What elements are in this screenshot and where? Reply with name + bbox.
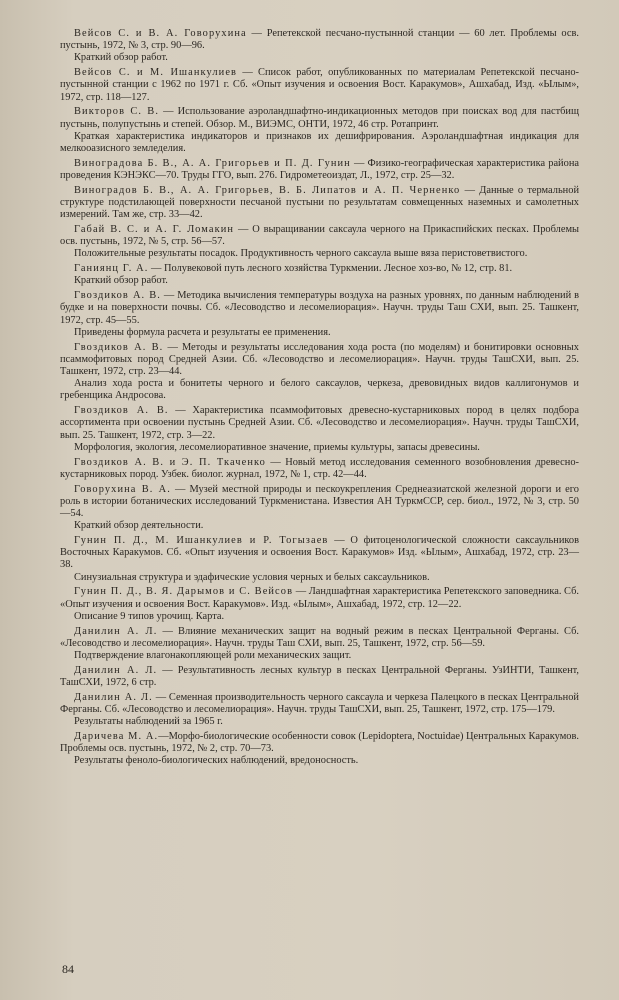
bibliography-entry: [60, 263, 579, 287]
entry-author: Викторов С. В.: [74, 106, 160, 118]
entry-text: — Методика вычисления температуры воздуха на разных уровнях, по данным наблюдений в будке и на поверхности почвы. Сб. «Лесоводство и лесомелиорация». Научн. труды Таш СХИ, вып. 25. Ташкент, 1972, стр. 45—55.: [60, 290, 579, 326]
entry-citation: [60, 263, 579, 275]
entry-author: Данилин А. Л.: [74, 625, 158, 637]
entry-author: Ганиянц Г. А.: [74, 263, 149, 275]
entry-annotation: Результаты наблюдений за 1965 г.: [74, 716, 223, 728]
entry-text: — Семенная производительность черного саксаула и черкеза Палецкого в песках Центральной Ферганы. Сб. «Лесоводство и лесомелиорация». Научн. труды ТашСХИ, вып. 25, Ташкент, 1972, стр. 175—179.: [60, 691, 579, 716]
entry-text: — Физико-географическая характеристика района проведения КЭНЭКС—70. Труды ГГО, вып. 276. Гидрометеоиздат, Л., 1972, стр. 25—32.: [60, 157, 579, 182]
entry-author: Вейсов С. и М. Ишанкулиев: [74, 67, 238, 79]
entry-author: Виноградов Б. В., А. А. Григорьев, В. Б. Липатов и А. П. Черненко: [74, 184, 461, 196]
entry-text: —Морфо-биологические особенности совок (Lepidoptera, Noctuidae) Центральных Каракумов. Проблемы осв. пустынь, 1972, № 2, стр. 70—73.: [60, 731, 580, 755]
entry-citation: [60, 405, 579, 442]
bibliography-entry: [60, 67, 579, 104]
entry-citation: [60, 185, 579, 222]
entry-author: Данилин А. Л.: [74, 664, 158, 676]
bibliography-list: [60, 28, 579, 768]
entry-author: Говорухина В. А.: [74, 483, 171, 495]
entry-annotation: Анализ хода роста и бонитеты черного и белого саксаулов, черкеза, древовидных видов каллигонумов и гребенщика Андросова.: [60, 378, 579, 402]
entry-text: — Использование аэроландшафтно-индикационных методов при поисках вод для пастбищ пустынь, полупустынь и степей. Обзор. М., ВИЭМС, ОНТИ, 1972, 46 стр. Ротапринт.: [60, 106, 579, 130]
bibliography-entry: [60, 158, 579, 182]
entry-text: — Новый метод исследования семенного возобновления древесно-кустарниковых пород. Узбек. биолог. журнал, 1972, № 1, стр. 42—44.: [60, 456, 579, 480]
entry-text: — Список работ, опубликованных по материалам Репетекской песчано-пустынной станции с 1962 по 1971 г. Сб. «Опыт изучения и освоения Вост. Каракумов», Ашхабад, Изд. «Ылым», 1972, стр. 118—127.: [60, 67, 579, 103]
entry-citation: [60, 158, 579, 182]
entry-citation: [60, 692, 579, 716]
bibliography-entry: [60, 457, 579, 481]
entry-annotation: Синузиальная структура и эдафические условия черных и белых саксаульников.: [74, 571, 430, 583]
bibliography-entry: [60, 484, 579, 533]
bibliography-entry: [60, 185, 579, 222]
entry-author: Вейсов С. и В. А. Говорухина: [74, 28, 247, 39]
entry-text: — Музей местной природы и пескоукрепления Среднеазиатской железной дороги и его роль в истории ботанических исследований Туркменистана. Известия АН ТуркмССР, сер. биол., 1972, № 3, стр. 50—54.: [60, 483, 579, 520]
entry-text: — О выращивании саксаула черного на Прикаспийских песках. Проблемы осв. пустынь, 1972, № 5, стр. 56—57.: [60, 224, 579, 248]
bibliography-entry: [60, 692, 579, 729]
entry-text: — Влияние механических защит на водный режим в песках Центральной Ферганы. Сб. «Лесоводство и лесомелиорация». Научн. труды Таш СХИ, вып. 25, Ташкент, 1972, стр. 56—59.: [60, 625, 579, 649]
entry-annotation: Описание 9 типов урочищ. Карта.: [74, 610, 225, 622]
entry-citation: [60, 67, 579, 104]
entry-annotation: Морфология, экология, лесомелиоративное значение, приемы культуры, запасы древесины.: [74, 441, 480, 453]
entry-text: — Результативность лесных культур в песках Центральной Ферганы. УзИНТИ, Ташкент, ТашСХИ, 1972, 6 стр.: [60, 664, 579, 689]
bibliography-entry: [60, 626, 579, 663]
entry-citation: [60, 586, 579, 610]
entry-author: Виноградова Б. В., А. А. Григорьев и П. Д. Гунин: [74, 157, 351, 169]
entry-text: — О фитоценологической сложности саксаульников Восточных Каракумов. Сб. «Опыт изучения и освоения Вост. Каракумов» Изд. «Ылым», Ашхабад, 1972, стр. 23—38.: [60, 535, 579, 571]
entry-citation: [60, 106, 579, 130]
entry-citation: [60, 484, 579, 521]
entry-text: — Ландшафтная характеристика Репетекского заповедника. Сб. «Опыт изучения и освоения Вост. Каракумов». Изд. «Ылым», Ашхабад, 1972, стр. 12—22.: [60, 586, 579, 610]
entry-citation: [60, 342, 579, 379]
entry-author: Гвоздиков А. В.: [74, 290, 161, 302]
bibliography-entry: [60, 224, 579, 261]
bibliography-entry: [60, 731, 579, 768]
bibliography-entry: [60, 586, 579, 623]
entry-author: Гунин П. Д., М. Ишанкулиев и Р. Тогызаев: [74, 535, 329, 547]
entry-annotation: Краткий обзор деятельности.: [74, 520, 204, 532]
page-number: 84: [62, 962, 74, 976]
bibliography-entry: [60, 106, 579, 155]
entry-author: Гвоздиков А. В.: [74, 341, 164, 353]
entry-citation: [60, 731, 579, 755]
bibliography-entry: [60, 28, 579, 65]
bibliography-entry: [60, 405, 579, 454]
entry-text: — Полувековой путь лесного хозяйства Туркмении. Лесное хоз-во, № 12, стр. 81.: [148, 263, 513, 275]
entry-author: Гвоздиков А. В. и Э. П. Ткаченко: [74, 456, 266, 468]
entry-annotation: Подтверждение влагонакопляющей роли механических защит.: [74, 650, 352, 662]
entry-author: Габай В. С. и А. Г. Ломакин: [74, 224, 235, 236]
entry-citation: [60, 665, 579, 689]
entry-citation: [60, 457, 579, 481]
entry-author: Гунин П. Д., В. Я. Дарымов и С. Вейсов: [74, 586, 294, 598]
entry-annotation: Положительные результаты посадок. Продуктивность черного саксаула выше вяза перистоветвистого.: [74, 248, 528, 260]
entry-citation: [60, 290, 579, 327]
bibliography-entry: [60, 665, 579, 689]
entry-citation: [60, 224, 579, 248]
entry-annotation: Приведены формула расчета и результаты ее применения.: [74, 326, 331, 338]
entry-citation: [60, 535, 579, 572]
entry-author: Гвоздиков А. В.: [74, 405, 169, 417]
entry-annotation: Результаты феноло-биологических наблюдений, вредоносность.: [74, 755, 359, 767]
entry-text: — Репетекской песчано-пустынной станции — 60 лет. Проблемы осв. пустынь, 1972, № 3, стр. 90—96.: [60, 28, 579, 52]
bibliography-entry: [60, 290, 579, 339]
entry-text: — Характеристика псаммофитовых древесно-кустарниковых пород в целях подбора ассортимента при освоении пустынь Средней Азии. Сб. «Лесоводство и лесомелиорация». Научн. труды ТашСХИ, вып. 25. Ташкент, 1972, стр. 3—22.: [60, 405, 579, 441]
bibliography-entry: [60, 535, 579, 584]
entry-author: Даричева М. А.: [74, 731, 159, 743]
entry-text: — Данные о термальной структуре подстилающей поверхности песчаной пустыни по результатам совмещенных наземных и самолетных измерений. Там же, стр. 33—42.: [60, 184, 580, 221]
entry-annotation: Краткий обзор работ.: [74, 52, 168, 64]
entry-annotation: Краткий обзор работ.: [74, 275, 168, 287]
entry-annotation: Краткая характеристика индикаторов и признаков их дешифрирования. Аэроландшафтная индикация для мелкооазисного земледелия.: [60, 130, 579, 155]
entry-author: Данилин А. Л.: [74, 691, 153, 703]
entry-citation: [60, 626, 579, 650]
entry-text: — Методы и результаты исследования хода роста (по моделям) и бонитировки основных псаммофитовых пород Средней Азии. Сб. «Лесоводство и лесомелиорация». Научн. труды ТашСХИ, вып. 25. Ташкент, 1972, стр. 23—44.: [60, 341, 579, 378]
entry-citation: [60, 28, 579, 52]
bibliography-entry: [60, 342, 579, 403]
